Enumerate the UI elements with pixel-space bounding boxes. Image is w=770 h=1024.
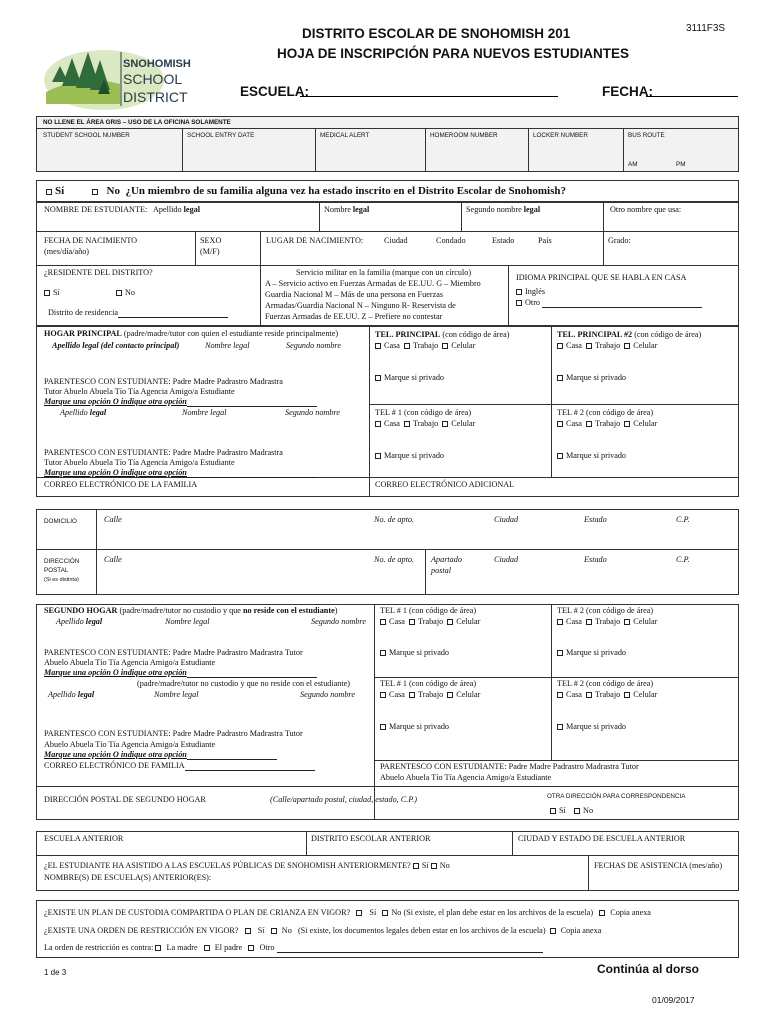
asistido-no-checkbox[interactable] (431, 863, 437, 869)
t1-privado: Marque si privado (384, 451, 445, 460)
student-school-number: STUDENT SCHOOL NUMBER (43, 132, 130, 139)
contra-madre-checkbox[interactable] (155, 945, 161, 951)
segundo2-legal: legal (77, 690, 95, 699)
fecha-field[interactable] (646, 96, 738, 97)
distrito-residencia-label: Distrito de residencia (48, 308, 119, 317)
student-segundo-legal: legal (523, 205, 541, 214)
segundo2-nombre-legal: Nombre legal (154, 690, 199, 699)
s-tel1b-label: TEL # 1 (con código de área) (380, 679, 477, 688)
s3-celular: Celular (456, 690, 481, 699)
postal-apartado: Apartado (431, 555, 462, 564)
custodia-question: ¿EXISTE UN PLAN DE CUSTODIA COMPARTIDA O PLAN DE CRIANZA EN VIGOR? (44, 908, 351, 917)
custodia-copia: Copia anexa (610, 908, 651, 917)
tel-principal-rest: (con código de área) (442, 330, 510, 339)
restriccion-question: ¿EXISTE UNA ORDEN DE RESTRICCIÓN EN VIGOR? (44, 926, 239, 935)
t1-casa: Casa (384, 419, 400, 428)
tel-principal2-rest: (con código de área) (634, 330, 702, 339)
direccion-si-distinta: (Si es distinta) (44, 577, 79, 583)
tp2-celular: Celular (633, 341, 658, 350)
otra-si: Sí (559, 806, 566, 815)
t1-trabajo-checkbox[interactable] (404, 421, 410, 427)
s3-celular-checkbox[interactable] (447, 692, 453, 698)
s4-privado: Marque si privado (566, 722, 627, 731)
locker-number: LOCKER NUMBER (533, 132, 588, 139)
escuela-field[interactable] (300, 96, 558, 97)
segundo-legal: legal (85, 617, 103, 626)
residente-si-checkbox[interactable] (44, 290, 50, 296)
t1-trabajo: Trabajo (413, 419, 439, 428)
tp-privado-checkbox[interactable] (375, 375, 381, 381)
domicilio-cp: C.P. (676, 515, 690, 524)
homeroom-number: HOMEROOM NUMBER (430, 132, 498, 139)
otra-direccion-label: OTRA DIRECCIÓN PARA CORRESPONDENCIA (547, 793, 686, 800)
prior-si-checkbox[interactable] (46, 189, 52, 195)
segundo-correo-label: CORREO ELECTRÓNICO DE FAMILIA (44, 761, 185, 770)
segundo-hogar-block (36, 604, 739, 820)
s2-casa: Casa (566, 617, 582, 626)
segundo-title-bold: no reside con el estudiante (242, 606, 335, 615)
s3-trabajo: Trabajo (418, 690, 444, 699)
s4-casa: Casa (566, 690, 582, 699)
student-apellido-legal: legal (183, 205, 201, 214)
segundo-apellido: Apellido (56, 617, 84, 626)
s3-trabajo-checkbox[interactable] (409, 692, 415, 698)
s3-privado: Marque si privado (389, 722, 450, 731)
tp2-privado-checkbox[interactable] (557, 375, 563, 381)
t2-privado-checkbox[interactable] (557, 453, 563, 459)
postal-apartado-2: postal (431, 566, 452, 575)
tel-principal-label: TEL. PRINCIPAL (375, 330, 441, 339)
restriccion-no: No (281, 926, 292, 935)
s2-privado-checkbox[interactable] (557, 650, 563, 656)
hogar2-legal: legal (89, 408, 107, 417)
hogar2-parentesco-2: Tutor Abuelo Abuela Tío Tía Agencia Amigo/a Estudiante (44, 458, 235, 467)
idioma-label: IDIOMA PRINCIPAL QUE SE HABLA EN CASA (516, 273, 687, 282)
residente-no: No (125, 288, 136, 297)
tp2-casa: Casa (566, 341, 582, 350)
segundo-parentesco-r1: PARENTESCO CON ESTUDIANTE: Padre Madre Padrastro Madrastra Tutor (380, 762, 639, 771)
postal-apto: No. de apto. (374, 555, 415, 564)
segundo-parentesco-r2: Abuelo Abuela Tío Tía Agencia Amigo/a Estudiante (380, 773, 552, 782)
s-tel2b-label: TEL # 2 (con código de área) (557, 679, 654, 688)
office-header: NO LLENE EL ÁREA GRIS – USO DE LA OFICINA SOLAMENTE (43, 119, 231, 126)
student-segundo-nombre: Segundo nombre (466, 205, 522, 214)
postal-estado: Estado (584, 555, 607, 564)
s2-privado: Marque si privado (566, 648, 627, 657)
school-entry-date: SCHOOL ENTRY DATE (187, 132, 255, 139)
t2-casa: Casa (566, 419, 582, 428)
s1-casa: Casa (389, 617, 405, 626)
sexo-format: (M/F) (200, 247, 220, 256)
hogar-apellido-contacto: Apellido legal (del contacto principal) (52, 341, 180, 350)
segundo-title-end: ) (334, 606, 338, 615)
restriccion-si: Sí (257, 926, 265, 935)
t1-celular: Celular (451, 419, 476, 428)
contra-padre-checkbox[interactable] (204, 945, 210, 951)
contra-otro-checkbox[interactable] (248, 945, 254, 951)
student-nombre-legal: legal (352, 205, 370, 214)
student-otro-nombre: Otro nombre que usa: (610, 205, 682, 214)
s4-trabajo: Trabajo (595, 690, 621, 699)
s1-privado-checkbox[interactable] (380, 650, 386, 656)
segundo-nombre-legal: Nombre legal (165, 617, 210, 626)
sexo-label: SEXO (200, 236, 222, 245)
t1-celular-checkbox[interactable] (442, 421, 448, 427)
lugar-estado: Estado (492, 236, 515, 245)
segundo2-parentesco-1: PARENTESCO CON ESTUDIANTE: Padre Madre Padrastro Madrastra Tutor (44, 729, 303, 738)
distrito-residencia-field[interactable] (118, 317, 228, 318)
prior-si-label: Sí (55, 185, 65, 197)
tp-celular-checkbox[interactable] (442, 343, 448, 349)
page-subtitle: HOJA DE INSCRIPCIÓN PARA NUEVOS ESTUDIANTES (277, 46, 630, 61)
restriccion-copia: Copia anexa (560, 926, 602, 935)
asistido-si-checkbox[interactable] (413, 863, 419, 869)
hogar2-marque: Marque una opción O indique otra opción (44, 468, 187, 477)
tp2-trabajo: Trabajo (595, 341, 621, 350)
s1-celular: Celular (456, 617, 481, 626)
segundo-correo-field[interactable] (185, 770, 315, 771)
hogar-nombre-legal: Nombre legal (205, 341, 250, 350)
idioma-otro-field[interactable] (542, 307, 702, 308)
contra-padre: El padre (214, 943, 243, 952)
form-date: 01/09/2017 (652, 995, 695, 1005)
domicilio-label: DOMICILIO (44, 518, 77, 525)
s3-casa: Casa (389, 690, 405, 699)
t2-privado: Marque si privado (566, 451, 627, 460)
domicilio-apto: No. de apto. (374, 515, 415, 524)
idioma-ingles: Inglés (525, 287, 546, 296)
distrito-anterior-label: DISTRITO ESCOLAR ANTERIOR (311, 834, 431, 843)
hogar-segundo-nombre: Segundo nombre (286, 341, 341, 350)
residente-label: ¿RESIDENTE DEL DISTRITO? (44, 268, 153, 277)
segundo2-apellido: Apellido (48, 690, 76, 699)
bus-route: BUS ROUTE (628, 132, 665, 139)
fecha-nacimiento-format: (mes/día/año) (44, 247, 90, 256)
t2-trabajo-checkbox[interactable] (586, 421, 592, 427)
hogar2-otra-opcion-field[interactable] (187, 477, 317, 478)
hogar-title-rest: (padre/madre/tutor con quien el estudiante reside principalmente) (123, 329, 339, 338)
logo-line2: SCHOOL (123, 71, 183, 87)
restriccion-si-checkbox[interactable] (245, 928, 251, 934)
custodia-si-checkbox[interactable] (356, 910, 362, 916)
segundo-parentesco-2: Abuelo Abuela Tío Tía Agencia Amigo/a Estudiante (44, 658, 216, 667)
domicilio-ciudad: Ciudad (494, 515, 519, 524)
s1-trabajo-checkbox[interactable] (409, 619, 415, 625)
custodia-no: No (Si existe, el plan debe estar en los archivos de la escuela) (391, 908, 594, 917)
postal-calle: Calle (104, 555, 122, 564)
hogar2-nombre-legal: Nombre legal (182, 408, 227, 417)
hogar-marque: Marque una opción O indique otra opción (44, 397, 187, 406)
hogar2-apellido: Apellido (60, 408, 88, 417)
escuela-anterior-label: ESCUELA ANTERIOR (44, 834, 124, 843)
idioma-otro: Otro (525, 298, 541, 307)
restriccion-contra: La orden de restricción es contra: (44, 943, 154, 952)
prior-no-checkbox[interactable] (92, 189, 98, 195)
correo-familia-label: CORREO ELECTRÓNICO DE LA FAMILIA (44, 480, 198, 489)
contra-otro: Otro (259, 943, 275, 952)
s1-casa-checkbox[interactable] (380, 619, 386, 625)
domicilio-calle: Calle (104, 515, 122, 524)
lugar-condado: Condado (436, 236, 466, 245)
restriccion-copia-checkbox[interactable] (550, 928, 556, 934)
district-logo (42, 30, 212, 110)
custodia-copia-checkbox[interactable] (599, 910, 605, 916)
custodia-si: Sí (369, 908, 377, 917)
prior-no-label: No (106, 185, 120, 197)
fechas-asistencia-label: FECHAS DE ASISTENCIA (mes/año) (594, 861, 723, 870)
medical-alert: MEDICAL ALERT (320, 132, 370, 139)
s1-trabajo: Trabajo (418, 617, 444, 626)
form-code: 3111F3S (686, 23, 726, 34)
bus-am: AM (628, 161, 638, 168)
asistido-no: No (439, 861, 450, 870)
s1-privado: Marque si privado (389, 648, 450, 657)
student-name-label: NOMBRE DE ESTUDIANTE: (44, 205, 148, 214)
contra-madre: La madre (166, 943, 198, 952)
s4-celular-checkbox[interactable] (624, 692, 630, 698)
t1-casa-checkbox[interactable] (375, 421, 381, 427)
segundo-parentesco-1: PARENTESCO CON ESTUDIANTE: Padre Madre Padrastro Madrastra Tutor (44, 648, 303, 657)
s4-casa-checkbox[interactable] (557, 692, 563, 698)
domicilio-estado: Estado (584, 515, 607, 524)
hogar-title: HOGAR PRINCIPAL (44, 329, 122, 338)
ciudad-anterior-label: CIUDAD Y ESTADO DE ESCUELA ANTERIOR (518, 834, 686, 843)
militar-line2: Guardia Nacional M – Más de una persona en Fuerzas (265, 290, 444, 299)
nombres-escuelas-label: NOMBRE(S) DE ESCUELA(S) ANTERIOR(ES): (44, 873, 212, 882)
fecha-nacimiento-label: FECHA DE NACIMIENTO (44, 236, 138, 245)
tree-logo-icon (42, 30, 212, 110)
page-number: 1 de 3 (44, 968, 67, 977)
otra-no: No (583, 806, 594, 815)
militar-line1: A – Servicio activo en Fuerzas Armadas de EE.UU. G – Miembro (265, 279, 481, 288)
s3-casa-checkbox[interactable] (380, 692, 386, 698)
continua-al-dorso: Continúa al dorso (597, 962, 699, 976)
s-tel1-label: TEL # 1 (con código de área) (380, 606, 477, 615)
logo-line3: DISTRICT (123, 89, 188, 105)
hogar-parentesco-2: Tutor Abuelo Abuela Tío Tía Agencia Amigo/a Estudiante (44, 387, 235, 396)
direccion-postal-label2: POSTAL (44, 567, 69, 574)
residente-no-checkbox[interactable] (116, 290, 122, 296)
escuela-label: ESCUELA: (240, 84, 310, 99)
lugar-pais: País (538, 236, 552, 245)
postal-cp: C.P. (676, 555, 690, 564)
lugar-ciudad: Ciudad (384, 236, 408, 245)
segundo2-parentesco-2: Abuelo Abuela Tío Tía Agencia Amigo/a Estudiante (44, 740, 216, 749)
segundo2-segundo-nombre: Segundo nombre (300, 690, 355, 699)
tp-trabajo: Trabajo (413, 341, 439, 350)
tp2-privado: Marque si privado (566, 373, 627, 382)
s2-casa-checkbox[interactable] (557, 619, 563, 625)
idioma-otro-checkbox[interactable] (516, 300, 522, 306)
student-nombre: Nombre (324, 205, 351, 214)
t2-trabajo: Trabajo (595, 419, 621, 428)
s2-trabajo: Trabajo (595, 617, 621, 626)
direccion-segundo-hint: (Calle/apartado postal, ciudad, estado, C.P.) (270, 795, 417, 804)
lugar-nacimiento-label: LUGAR DE NACIMIENTO: (266, 236, 364, 245)
bus-pm: PM (676, 161, 686, 168)
otra-si-checkbox[interactable] (550, 808, 556, 814)
tp2-celular-checkbox[interactable] (624, 343, 630, 349)
militar-title: Servicio militar en la familia (marque con un círculo) (296, 268, 472, 277)
militar-line3: Armadas/Guardia Nacional N – Ninguno R- Reservista de (265, 301, 456, 310)
s2-trabajo-checkbox[interactable] (586, 619, 592, 625)
hogar2-parentesco-1: PARENTESCO CON ESTUDIANTE: Padre Madre Padrastro Madrastra (44, 448, 283, 457)
s4-trabajo-checkbox[interactable] (586, 692, 592, 698)
tel-principal2-label: TEL. PRINCIPAL #2 (557, 330, 633, 339)
s3-privado-checkbox[interactable] (380, 724, 386, 730)
segundo-marque: Marque una opción O indique otra opción (44, 668, 187, 677)
postal-ciudad: Ciudad (494, 555, 519, 564)
asistido-si: Sí (421, 861, 429, 870)
tp2-trabajo-checkbox[interactable] (586, 343, 592, 349)
tp-celular: Celular (451, 341, 476, 350)
segundo-sub-title: (padre/madre/tutor no custodio y que no reside con el estudiante) (137, 679, 351, 688)
direccion-postal-label: DIRECCIÓN (44, 558, 80, 565)
segundo2-marque: Marque una opción O indique otra opción (44, 750, 187, 759)
grado-label: Grado: (608, 236, 631, 245)
tel1-label: TEL # 1 (con código de área) (375, 408, 472, 417)
s-tel2-label: TEL # 2 (con código de área) (557, 606, 654, 615)
segundo-segundo-nombre: Segundo nombre (311, 617, 366, 626)
segundo-title-rest: (padre/madre/tutor no custodio y que (119, 606, 241, 615)
militar-line4: Fuerzas Armadas de EE.UU. Z – Prefiere no contestar (265, 312, 443, 321)
restriccion-no-note: (Si existe, los documentos legales deben estar en los archivos de la escuela) (297, 926, 546, 935)
tp2-casa-checkbox[interactable] (557, 343, 563, 349)
idioma-ingles-checkbox[interactable] (516, 289, 522, 295)
s4-celular: Celular (633, 690, 658, 699)
tp-casa: Casa (384, 341, 400, 350)
s1-celular-checkbox[interactable] (447, 619, 453, 625)
logo-line1: SNOHOMISH (123, 58, 191, 70)
otra-no-checkbox[interactable] (574, 808, 580, 814)
s4-privado-checkbox[interactable] (557, 724, 563, 730)
segundo-title: SEGUNDO HOGAR (44, 606, 118, 615)
residente-si: Sí (53, 288, 60, 297)
restriccion-no-checkbox[interactable] (271, 928, 277, 934)
s2-celular: Celular (633, 617, 658, 626)
tp-trabajo-checkbox[interactable] (404, 343, 410, 349)
t2-casa-checkbox[interactable] (557, 421, 563, 427)
tp-privado: Marque si privado (384, 373, 445, 382)
hogar-parentesco-1: PARENTESCO CON ESTUDIANTE: Padre Madre Padrastro Madrastra (44, 377, 283, 386)
student-apellido: Apellido (152, 205, 182, 214)
t2-celular: Celular (633, 419, 658, 428)
fecha-label: FECHA: (602, 84, 653, 99)
asistido-question: ¿EL ESTUDIANTE HA ASISTIDO A LAS ESCUELAS PÚBLICAS DE SNOHOMISH ANTERIORMENTE? (44, 861, 411, 870)
t1-privado-checkbox[interactable] (375, 453, 381, 459)
prior-question: ¿Un miembro de su familia alguna vez ha estado inscrito en el Distrito Escolar de Snohomish? (125, 185, 566, 197)
t2-celular-checkbox[interactable] (624, 421, 630, 427)
hogar2-segundo-nombre: Segundo nombre (285, 408, 340, 417)
s2-celular-checkbox[interactable] (624, 619, 630, 625)
correo-adicional-label: CORREO ELECTRÓNICO ADICIONAL (375, 480, 515, 489)
tel2-label: TEL # 2 (con código de área) (557, 408, 654, 417)
direccion-segundo-label: DIRECCIÓN POSTAL DE SEGUNDO HOGAR (44, 795, 206, 804)
custodia-no-checkbox[interactable] (382, 910, 388, 916)
tp-casa-checkbox[interactable] (375, 343, 381, 349)
contra-otro-field[interactable] (277, 952, 543, 953)
page-title: DISTRITO ESCOLAR DE SNOHOMISH 201 (302, 26, 571, 41)
